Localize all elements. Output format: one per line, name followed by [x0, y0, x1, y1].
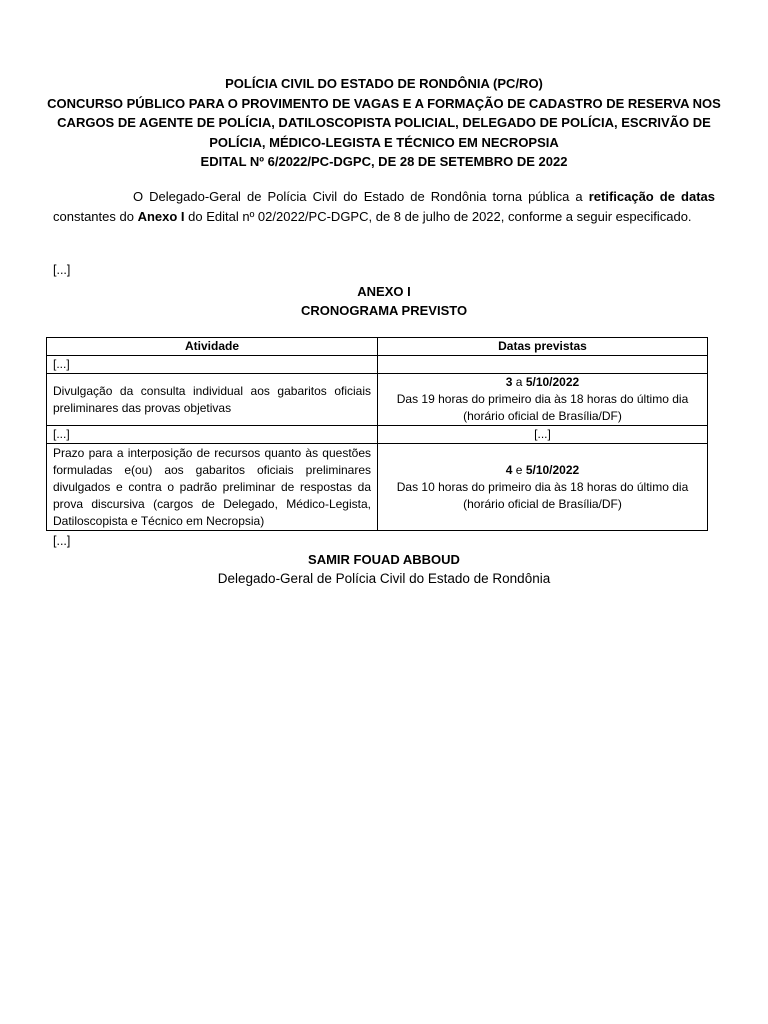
- table-row: [47, 356, 708, 374]
- row4-timezone: (horário oficial de Brasília/DF): [463, 496, 622, 511]
- row2-timezone: (horário oficial de Brasília/DF): [463, 409, 622, 423]
- ellipsis-before-annex: [...]: [53, 263, 71, 277]
- row4-hours: Das 10 horas do primeiro dia às 18 horas do último dia: [396, 479, 689, 494]
- ellipsis-after-table: [...]: [53, 534, 71, 548]
- row2-date-end: 5/10/2022: [525, 375, 580, 389]
- row3-dates: [...]: [378, 426, 708, 444]
- row2-date-start: 3: [505, 375, 513, 389]
- header-edital-number: EDITAL Nº 6/2022/PC-DGPC, DE 28 DE SETEMBRO DE 2022: [200, 154, 568, 169]
- intro-text-1: O Delegado-Geral de Polícia Civil do Estado de Rondônia torna pública a: [133, 189, 589, 204]
- annex-subtitle: CRONOGRAMA PREVISTO: [300, 303, 468, 318]
- signer-name: SAMIR FOUAD ABBOUD: [308, 552, 460, 567]
- header-institution: POLÍCIA CIVIL DO ESTADO DE RONDÔNIA (PC/RO): [225, 76, 543, 91]
- row4-activity: Prazo para a interposição de recursos quanto às questões formuladas e(ou) aos gabaritos oficiais preliminares divulgados e contra o padrão preliminar de respostas da prova discursiva (cargos de Delegado, Médico-Legista, Datiloscopista e Técnico em Necropsia): [47, 444, 378, 531]
- row1-dates: [378, 356, 708, 374]
- row3-activity: [...]: [47, 426, 378, 444]
- schedule-table: [46, 337, 708, 531]
- intro-bold-retificacao: retificação de datas: [588, 189, 715, 204]
- row2-date-sep: a: [512, 375, 526, 389]
- table-row: [47, 444, 708, 531]
- row4-date-sep: e: [512, 462, 526, 477]
- table-header-row: [47, 338, 708, 356]
- signer-role: Delegado-Geral de Polícia Civil do Estado de Rondônia: [217, 571, 551, 586]
- header-contest-title: CONCURSO PÚBLICO PARA O PROVIMENTO DE VAGAS E A FORMAÇÃO DE CADASTRO DE RESERVA NOS CARGOS DE AGENTE DE POLÍCIA, DATILOSCOPISTA POLICIAL, DELEGADO DE POLÍCIA, ESCRIVÃO DE POLÍCIA, MÉDICO-LEGISTA E TÉCNICO EM NECROPSIA: [47, 95, 721, 150]
- intro-text-2: constantes do: [53, 209, 138, 224]
- annex-title: ANEXO I: [357, 284, 411, 299]
- row4-date-end: 5/10/2022: [525, 462, 580, 477]
- row2-hours: Das 19 horas do primeiro dia às 18 horas do último dia: [396, 392, 689, 406]
- col-header-activity: Atividade: [47, 338, 378, 356]
- row2-dates: [378, 374, 708, 426]
- table-row: [47, 426, 708, 444]
- row2-activity: Divulgação da consulta individual aos gabaritos oficiais preliminares das provas objetivas: [47, 374, 378, 426]
- row2-date-range: [384, 374, 701, 391]
- row4-date-range: [384, 462, 701, 479]
- intro-text-3: do Edital nº 02/2022/PC-DGPC, de 8 de julho de 2022, conforme a seguir especificado.: [184, 209, 692, 224]
- row4-dates: [378, 444, 708, 531]
- row1-activity: [...]: [47, 356, 378, 374]
- intro-paragraph: [53, 187, 715, 227]
- row4-date-start: 4: [505, 462, 513, 477]
- table-row: [47, 374, 708, 426]
- document-header: [40, 74, 728, 172]
- col-header-dates: Datas previstas: [378, 338, 708, 356]
- intro-bold-anexo: Anexo I: [137, 209, 185, 224]
